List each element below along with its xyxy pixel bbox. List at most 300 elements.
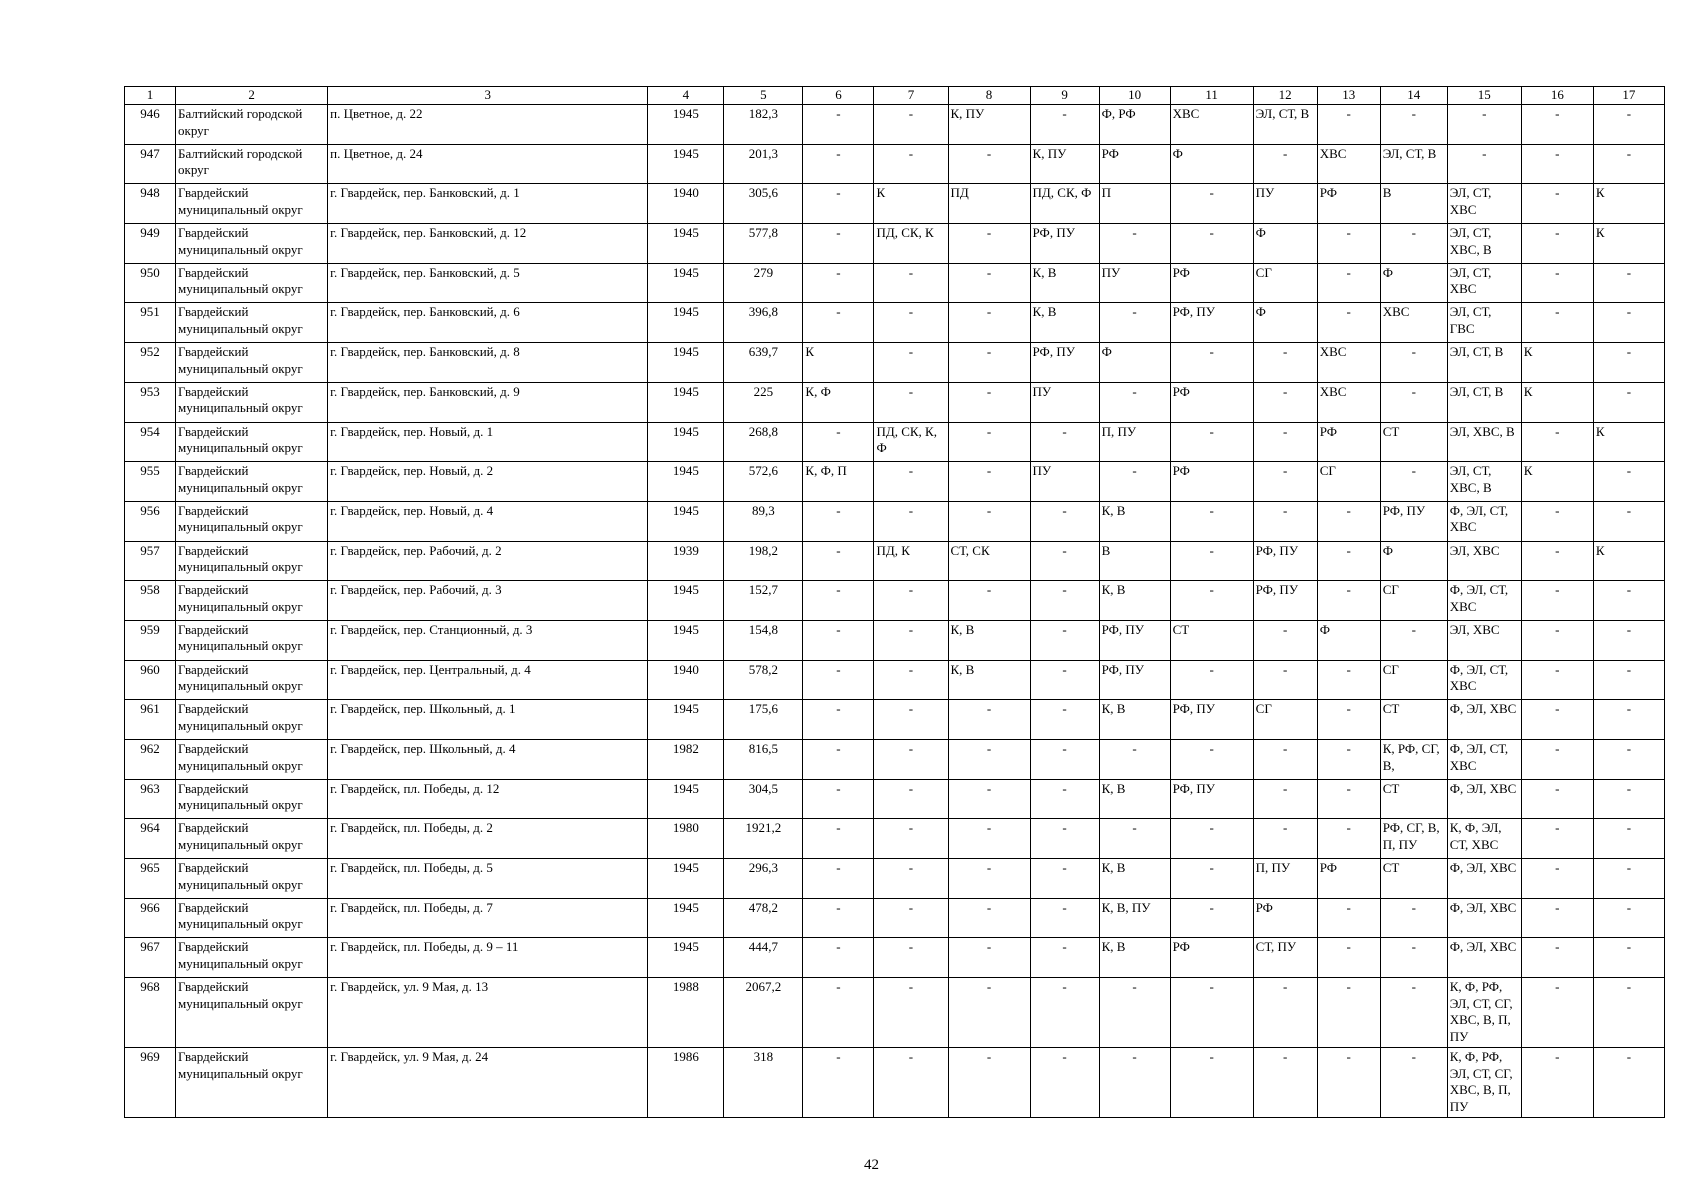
table-cell-col-13: - — [1317, 898, 1380, 938]
table-cell-col-5: 304,5 — [724, 779, 803, 819]
table-cell-col-6: - — [803, 224, 874, 264]
table-cell-col-11: - — [1170, 581, 1253, 621]
table-cell-col-17: - — [1593, 779, 1664, 819]
table-cell-col-1: 962 — [125, 740, 176, 780]
table-cell-col-5: 154,8 — [724, 620, 803, 660]
table-cell-col-5: 1921,2 — [724, 819, 803, 859]
table-cell-col-10: - — [1099, 978, 1170, 1048]
table-cell-col-12: Ф — [1253, 303, 1317, 343]
table-cell-col-5: 268,8 — [724, 422, 803, 462]
table-cell-col-9: ПУ — [1030, 462, 1099, 502]
table-cell-col-1: 959 — [125, 620, 176, 660]
column-header-10: 10 — [1099, 87, 1170, 105]
table-cell-col-16: - — [1521, 184, 1593, 224]
table-cell-col-7: - — [874, 898, 948, 938]
table-cell-col-5: 152,7 — [724, 581, 803, 621]
table-cell-col-8: - — [948, 501, 1030, 541]
table-cell-col-13: Ф — [1317, 620, 1380, 660]
table-cell-col-12: РФ — [1253, 898, 1317, 938]
table-cell-col-5: 577,8 — [724, 224, 803, 264]
table-cell-col-7: ПД, К — [874, 541, 948, 581]
column-header-9: 9 — [1030, 87, 1099, 105]
table-cell-col-16: - — [1521, 740, 1593, 780]
table-cell-col-16: - — [1521, 501, 1593, 541]
table-cell-col-11: РФ — [1170, 263, 1253, 303]
column-header-1: 1 — [125, 87, 176, 105]
table-cell-col-1: 958 — [125, 581, 176, 621]
column-header-12: 12 — [1253, 87, 1317, 105]
table-cell-col-9: К, В — [1030, 263, 1099, 303]
table-cell-col-15: ЭЛ, СТ, ХВС, В — [1447, 462, 1521, 502]
table-cell-col-7: - — [874, 501, 948, 541]
table-cell-col-16: - — [1521, 224, 1593, 264]
table-cell-col-13: - — [1317, 501, 1380, 541]
table-cell-col-1: 949 — [125, 224, 176, 264]
table-cell-col-9: К, ПУ — [1030, 144, 1099, 184]
table-cell-col-12: - — [1253, 779, 1317, 819]
table-cell-col-14: - — [1380, 224, 1447, 264]
column-header-5: 5 — [724, 87, 803, 105]
table-cell-col-2: Гвардейский муниципальный округ — [176, 382, 328, 422]
table-cell-col-5: 89,3 — [724, 501, 803, 541]
table-cell-col-9: ПУ — [1030, 382, 1099, 422]
table-cell-col-8: - — [948, 700, 1030, 740]
table-cell-col-8: - — [948, 978, 1030, 1048]
table-cell-col-17: - — [1593, 1048, 1664, 1118]
table-cell-col-15: Ф, ЭЛ, СТ, ХВС — [1447, 501, 1521, 541]
table-row — [125, 501, 1665, 541]
table-cell-col-12: - — [1253, 660, 1317, 700]
table-cell-col-12: - — [1253, 422, 1317, 462]
table-cell-col-4: 1945 — [648, 462, 724, 502]
table-cell-col-16: - — [1521, 819, 1593, 859]
table-cell-col-2: Гвардейский муниципальный округ — [176, 303, 328, 343]
table-cell-col-15: ЭЛ, ХВС — [1447, 620, 1521, 660]
table-cell-col-17: - — [1593, 740, 1664, 780]
table-cell-col-7: - — [874, 978, 948, 1048]
table-cell-col-13: РФ — [1317, 859, 1380, 899]
table-cell-col-1: 966 — [125, 898, 176, 938]
table-cell-col-15: - — [1447, 144, 1521, 184]
table-cell-col-10: РФ, ПУ — [1099, 660, 1170, 700]
table-cell-col-9: К, В — [1030, 303, 1099, 343]
table-cell-col-4: 1945 — [648, 263, 724, 303]
table-cell-col-16: - — [1521, 620, 1593, 660]
table-cell-col-2: Гвардейский муниципальный округ — [176, 541, 328, 581]
table-cell-col-4: 1940 — [648, 660, 724, 700]
table-cell-col-15: ЭЛ, СТ, ХВС — [1447, 263, 1521, 303]
table-cell-col-2: Гвардейский муниципальный округ — [176, 1048, 328, 1118]
column-header-13: 13 — [1317, 87, 1380, 105]
table-cell-col-16: - — [1521, 898, 1593, 938]
table-cell-col-4: 1945 — [648, 501, 724, 541]
table-cell-col-13: - — [1317, 779, 1380, 819]
table-cell-col-13: - — [1317, 740, 1380, 780]
table-cell-col-16: К — [1521, 382, 1593, 422]
table-cell-col-2: Гвардейский муниципальный округ — [176, 462, 328, 502]
table-cell-col-4: 1982 — [648, 740, 724, 780]
table-cell-col-17: К — [1593, 184, 1664, 224]
table-row — [125, 581, 1665, 621]
table-cell-col-17: - — [1593, 859, 1664, 899]
table-cell-col-12: Ф — [1253, 224, 1317, 264]
table-cell-col-17: К — [1593, 224, 1664, 264]
table-cell-col-9: - — [1030, 1048, 1099, 1118]
table-cell-col-16: - — [1521, 938, 1593, 978]
table-cell-col-7: ПД, СК, К — [874, 224, 948, 264]
table-cell-col-11: - — [1170, 343, 1253, 383]
table-cell-col-11: - — [1170, 660, 1253, 700]
table-cell-col-3: г. Гвардейск, пл. Победы, д. 12 — [328, 779, 648, 819]
table-cell-col-2: Балтийский городской округ — [176, 144, 328, 184]
table-cell-col-8: - — [948, 422, 1030, 462]
table-cell-col-3: г. Гвардейск, пер. Банковский, д. 1 — [328, 184, 648, 224]
table-cell-col-15: ЭЛ, СТ, В — [1447, 343, 1521, 383]
table-cell-col-8: СТ, СК — [948, 541, 1030, 581]
table-cell-col-16: - — [1521, 660, 1593, 700]
table-cell-col-6: - — [803, 819, 874, 859]
table-cell-col-12: - — [1253, 144, 1317, 184]
table-cell-col-15: ЭЛ, СТ, В — [1447, 382, 1521, 422]
column-header-11: 11 — [1170, 87, 1253, 105]
column-header-4: 4 — [648, 87, 724, 105]
table-cell-col-10: К, В — [1099, 938, 1170, 978]
table-cell-col-14: СТ — [1380, 700, 1447, 740]
table-cell-col-12: - — [1253, 462, 1317, 502]
table-cell-col-16: К — [1521, 343, 1593, 383]
table-cell-col-15: Ф, ЭЛ, СТ, ХВС — [1447, 581, 1521, 621]
table-cell-col-11: - — [1170, 740, 1253, 780]
table-cell-col-1: 948 — [125, 184, 176, 224]
table-row — [125, 660, 1665, 700]
table-cell-col-6: - — [803, 779, 874, 819]
table-cell-col-10: - — [1099, 224, 1170, 264]
table-cell-col-6: - — [803, 859, 874, 899]
table-cell-col-5: 198,2 — [724, 541, 803, 581]
table-header — [125, 87, 1665, 105]
table-cell-col-12: СГ — [1253, 700, 1317, 740]
table-cell-col-15: Ф, ЭЛ, ХВС — [1447, 700, 1521, 740]
table-cell-col-10: В — [1099, 541, 1170, 581]
table-cell-col-16: - — [1521, 105, 1593, 145]
table-cell-col-5: 182,3 — [724, 105, 803, 145]
table-cell-col-4: 1945 — [648, 898, 724, 938]
table-cell-col-12: РФ, ПУ — [1253, 581, 1317, 621]
table-cell-col-12: - — [1253, 1048, 1317, 1118]
table-cell-col-11: ХВС — [1170, 105, 1253, 145]
table-cell-col-13: СГ — [1317, 462, 1380, 502]
table-cell-col-13: ХВС — [1317, 343, 1380, 383]
table-cell-col-3: г. Гвардейск, пл. Победы, д. 9 – 11 — [328, 938, 648, 978]
table-cell-col-8: - — [948, 303, 1030, 343]
table-cell-col-8: - — [948, 779, 1030, 819]
table-cell-col-9: ПД, СК, Ф — [1030, 184, 1099, 224]
table-cell-col-6: - — [803, 978, 874, 1048]
table-cell-col-1: 955 — [125, 462, 176, 502]
table-cell-col-3: г. Гвардейск, пер. Центральный, д. 4 — [328, 660, 648, 700]
table-body — [125, 105, 1665, 1118]
table-cell-col-14: - — [1380, 938, 1447, 978]
table-cell-col-8: - — [948, 224, 1030, 264]
table-cell-col-14: - — [1380, 343, 1447, 383]
table-cell-col-1: 946 — [125, 105, 176, 145]
table-cell-col-5: 225 — [724, 382, 803, 422]
table-row — [125, 620, 1665, 660]
table-cell-col-14: Ф — [1380, 541, 1447, 581]
table-cell-col-17: - — [1593, 898, 1664, 938]
table-cell-col-14: СТ — [1380, 779, 1447, 819]
table-cell-col-13: - — [1317, 541, 1380, 581]
table-cell-col-6: - — [803, 660, 874, 700]
table-cell-col-11: - — [1170, 224, 1253, 264]
table-cell-col-16: - — [1521, 978, 1593, 1048]
table-cell-col-11: - — [1170, 1048, 1253, 1118]
table-cell-col-14: В — [1380, 184, 1447, 224]
table-cell-col-3: г. Гвардейск, пер. Станционный, д. 3 — [328, 620, 648, 660]
table-cell-col-5: 444,7 — [724, 938, 803, 978]
table-cell-col-9: - — [1030, 740, 1099, 780]
table-cell-col-6: - — [803, 541, 874, 581]
table-cell-col-10: К, В — [1099, 700, 1170, 740]
table-cell-col-16: - — [1521, 779, 1593, 819]
table-cell-col-6: - — [803, 144, 874, 184]
table-cell-col-3: г. Гвардейск, пер. Рабочий, д. 2 — [328, 541, 648, 581]
table-cell-col-9: - — [1030, 819, 1099, 859]
table-cell-col-5: 296,3 — [724, 859, 803, 899]
table-cell-col-7: - — [874, 263, 948, 303]
table-cell-col-2: Гвардейский муниципальный округ — [176, 779, 328, 819]
table-cell-col-6: - — [803, 422, 874, 462]
table-cell-col-1: 968 — [125, 978, 176, 1048]
table-cell-col-13: - — [1317, 700, 1380, 740]
table-cell-col-13: РФ — [1317, 184, 1380, 224]
table-cell-col-8: - — [948, 462, 1030, 502]
table-cell-col-9: - — [1030, 779, 1099, 819]
table-cell-col-9: - — [1030, 501, 1099, 541]
table-cell-col-7: - — [874, 819, 948, 859]
table-cell-col-14: - — [1380, 382, 1447, 422]
table-cell-col-12: ПУ — [1253, 184, 1317, 224]
table-cell-col-12: - — [1253, 501, 1317, 541]
table-cell-col-3: г. Гвардейск, пер. Банковский, д. 12 — [328, 224, 648, 264]
table-cell-col-12: - — [1253, 620, 1317, 660]
table-cell-col-7: К — [874, 184, 948, 224]
table-cell-col-10: РФ, ПУ — [1099, 620, 1170, 660]
table-cell-col-1: 956 — [125, 501, 176, 541]
table-cell-col-1: 965 — [125, 859, 176, 899]
table-cell-col-3: п. Цветное, д. 22 — [328, 105, 648, 145]
table-cell-col-10: - — [1099, 303, 1170, 343]
table-cell-col-4: 1988 — [648, 978, 724, 1048]
table-cell-col-13: - — [1317, 938, 1380, 978]
table-cell-col-16: - — [1521, 541, 1593, 581]
table-cell-col-14: Ф — [1380, 263, 1447, 303]
table-cell-col-15: Ф, ЭЛ, ХВС — [1447, 779, 1521, 819]
table-cell-col-17: - — [1593, 144, 1664, 184]
table-cell-col-8: К, В — [948, 660, 1030, 700]
table-cell-col-17: - — [1593, 819, 1664, 859]
table-cell-col-14: - — [1380, 462, 1447, 502]
table-row — [125, 1048, 1665, 1118]
table-cell-col-9: РФ, ПУ — [1030, 224, 1099, 264]
table-cell-col-3: г. Гвардейск, пл. Победы, д. 5 — [328, 859, 648, 899]
table-cell-col-12: РФ, ПУ — [1253, 541, 1317, 581]
table-cell-col-6: - — [803, 303, 874, 343]
table-cell-col-4: 1986 — [648, 1048, 724, 1118]
table-cell-col-3: г. Гвардейск, пер. Новый, д. 1 — [328, 422, 648, 462]
table-cell-col-7: - — [874, 779, 948, 819]
table-cell-col-17: - — [1593, 978, 1664, 1048]
table-cell-col-13: - — [1317, 978, 1380, 1048]
table-cell-col-4: 1945 — [648, 581, 724, 621]
table-cell-col-17: - — [1593, 938, 1664, 978]
table-cell-col-3: г. Гвардейск, пер. Банковский, д. 5 — [328, 263, 648, 303]
table-cell-col-13: - — [1317, 1048, 1380, 1118]
column-header-17: 17 — [1593, 87, 1664, 105]
table-cell-col-1: 954 — [125, 422, 176, 462]
table-cell-col-13: - — [1317, 819, 1380, 859]
table-cell-col-5: 305,6 — [724, 184, 803, 224]
table-cell-col-7: - — [874, 700, 948, 740]
table-cell-col-3: г. Гвардейск, пер. Школьный, д. 4 — [328, 740, 648, 780]
table-cell-col-8: ПД — [948, 184, 1030, 224]
table-cell-col-17: - — [1593, 660, 1664, 700]
table-cell-col-16: - — [1521, 144, 1593, 184]
table-cell-col-6: - — [803, 581, 874, 621]
table-cell-col-6: К, Ф, П — [803, 462, 874, 502]
table-cell-col-4: 1945 — [648, 105, 724, 145]
table-cell-col-10: - — [1099, 740, 1170, 780]
table-cell-col-15: Ф, ЭЛ, ХВС — [1447, 938, 1521, 978]
table-cell-col-14: ХВС — [1380, 303, 1447, 343]
table-row — [125, 263, 1665, 303]
table-cell-col-17: - — [1593, 581, 1664, 621]
column-header-14: 14 — [1380, 87, 1447, 105]
table-cell-col-7: - — [874, 462, 948, 502]
table-cell-col-10: К, В — [1099, 501, 1170, 541]
table-cell-col-3: г. Гвардейск, пер. Банковский, д. 8 — [328, 343, 648, 383]
table-cell-col-6: - — [803, 938, 874, 978]
buildings-table — [124, 86, 1665, 1118]
column-header-7: 7 — [874, 87, 948, 105]
table-cell-col-11: РФ — [1170, 382, 1253, 422]
table-cell-col-8: - — [948, 938, 1030, 978]
table-cell-col-3: г. Гвардейск, пер. Новый, д. 4 — [328, 501, 648, 541]
column-header-16: 16 — [1521, 87, 1593, 105]
table-cell-col-1: 952 — [125, 343, 176, 383]
table-cell-col-4: 1940 — [648, 184, 724, 224]
table-cell-col-5: 279 — [724, 263, 803, 303]
table-row — [125, 938, 1665, 978]
table-cell-col-3: п. Цветное, д. 24 — [328, 144, 648, 184]
table-cell-col-6: - — [803, 620, 874, 660]
table-cell-col-14: СГ — [1380, 581, 1447, 621]
table-row — [125, 859, 1665, 899]
table-row — [125, 303, 1665, 343]
table-cell-col-2: Гвардейский муниципальный округ — [176, 184, 328, 224]
table-cell-col-8: - — [948, 1048, 1030, 1118]
table-cell-col-4: 1945 — [648, 224, 724, 264]
table-cell-col-10: К, В, ПУ — [1099, 898, 1170, 938]
table-cell-col-17: - — [1593, 382, 1664, 422]
table-cell-col-10: К, В — [1099, 581, 1170, 621]
table-cell-col-3: г. Гвардейск, пл. Победы, д. 2 — [328, 819, 648, 859]
table-cell-col-2: Балтийский городской округ — [176, 105, 328, 145]
table-cell-col-11: РФ, ПУ — [1170, 779, 1253, 819]
table-cell-col-10: К, В — [1099, 779, 1170, 819]
table-cell-col-15: ЭЛ, СТ, ХВС, В — [1447, 224, 1521, 264]
table-cell-col-3: г. Гвардейск, ул. 9 Мая, д. 24 — [328, 1048, 648, 1118]
table-cell-col-6: - — [803, 184, 874, 224]
table-cell-col-12: - — [1253, 343, 1317, 383]
table-row — [125, 144, 1665, 184]
table-cell-col-8: - — [948, 343, 1030, 383]
table-cell-col-10: - — [1099, 462, 1170, 502]
table-cell-col-5: 572,6 — [724, 462, 803, 502]
column-header-15: 15 — [1447, 87, 1521, 105]
table-cell-col-2: Гвардейский муниципальный округ — [176, 620, 328, 660]
table-cell-col-9: - — [1030, 938, 1099, 978]
table-cell-col-11: - — [1170, 859, 1253, 899]
table-cell-col-5: 478,2 — [724, 898, 803, 938]
table-cell-col-15: ЭЛ, ХВС, В — [1447, 422, 1521, 462]
table-cell-col-1: 963 — [125, 779, 176, 819]
table-cell-col-2: Гвардейский муниципальный округ — [176, 224, 328, 264]
table-cell-col-10: РФ — [1099, 144, 1170, 184]
table-cell-col-15: Ф, ЭЛ, ХВС — [1447, 859, 1521, 899]
table-cell-col-9: - — [1030, 700, 1099, 740]
table-cell-col-3: г. Гвардейск, пер. Новый, д. 2 — [328, 462, 648, 502]
table-cell-col-4: 1945 — [648, 343, 724, 383]
table-cell-col-2: Гвардейский муниципальный округ — [176, 343, 328, 383]
table-cell-col-1: 969 — [125, 1048, 176, 1118]
table-cell-col-17: - — [1593, 462, 1664, 502]
table-cell-col-10: - — [1099, 819, 1170, 859]
table-cell-col-12: - — [1253, 819, 1317, 859]
table-row — [125, 382, 1665, 422]
table-cell-col-1: 950 — [125, 263, 176, 303]
table-cell-col-15: Ф, ЭЛ, ХВС — [1447, 898, 1521, 938]
table-cell-col-4: 1945 — [648, 700, 724, 740]
table-cell-col-7: - — [874, 1048, 948, 1118]
table-row — [125, 343, 1665, 383]
table-row — [125, 700, 1665, 740]
table-cell-col-3: г. Гвардейск, пер. Банковский, д. 9 — [328, 382, 648, 422]
table-cell-col-5: 2067,2 — [724, 978, 803, 1048]
table-cell-col-12: - — [1253, 382, 1317, 422]
column-header-8: 8 — [948, 87, 1030, 105]
table-cell-col-2: Гвардейский муниципальный округ — [176, 700, 328, 740]
table-cell-col-9: - — [1030, 105, 1099, 145]
table-cell-col-17: К — [1593, 422, 1664, 462]
table-cell-col-7: ПД, СК, К, Ф — [874, 422, 948, 462]
table-cell-col-5: 578,2 — [724, 660, 803, 700]
table-cell-col-6: - — [803, 1048, 874, 1118]
table-cell-col-2: Гвардейский муниципальный округ — [176, 859, 328, 899]
table-cell-col-12: СГ — [1253, 263, 1317, 303]
table-cell-col-11: Ф — [1170, 144, 1253, 184]
table-cell-col-17: - — [1593, 501, 1664, 541]
table-cell-col-7: - — [874, 938, 948, 978]
table-cell-col-15: ЭЛ, СТ, ГВС — [1447, 303, 1521, 343]
table-cell-col-9: - — [1030, 978, 1099, 1048]
table-cell-col-7: - — [874, 740, 948, 780]
table-cell-col-2: Гвардейский муниципальный округ — [176, 660, 328, 700]
table-cell-col-5: 396,8 — [724, 303, 803, 343]
table-cell-col-1: 964 — [125, 819, 176, 859]
table-cell-col-4: 1945 — [648, 144, 724, 184]
table-cell-col-13: - — [1317, 303, 1380, 343]
